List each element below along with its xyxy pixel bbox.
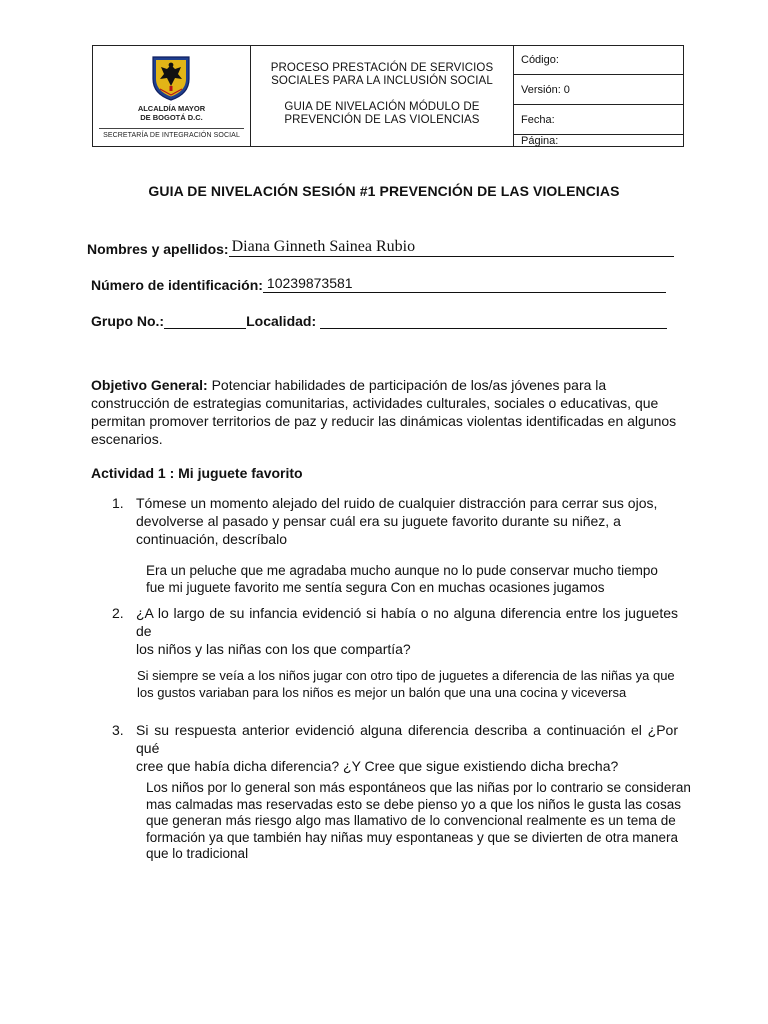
nombres-label: Nombres y apellidos: [87,241,229,257]
question-3 [112,721,678,775]
question-line: los niños y las niñas con los que compartía? [136,641,411,657]
question-line: continuación, descríbalo [136,531,287,547]
answer-1[interactable] [146,562,658,596]
answer-line: Si siempre se veía a los niños jugar con otro tipo de juguetes a diferencia de las niñas ya que [137,668,675,683]
process-line1: PROCESO PRESTACIÓN DE SERVICIOS [270,62,494,74]
objetivo-label: Objetivo General: [91,377,208,393]
document-title: GUIA DE NIVELACIÓN SESIÓN #1 PREVENCIÓN DE LAS VIOLENCIAS [148,183,620,199]
objetivo-line4: escenarios. [91,431,163,447]
pagina-label: Página: [521,135,559,147]
objetivo-line1: Potenciar habilidades de participación de los/as jóvenes para la [211,377,607,393]
question-number: 3. [112,722,124,738]
objetivo-line2: construcción de estrategias comunitarias, actividades culturales, sociales o educativas, que [91,395,659,411]
coat-of-arms-icon [150,55,192,101]
question-line: ¿A lo largo de su infancia evidenció si había o no alguna diferencia entre los juguetes de [136,605,678,639]
header-table [92,45,684,147]
logo-cell [93,46,251,146]
logo-name-line1: ALCALDÍA MAYOR [137,104,206,113]
nombres-field [87,238,674,257]
id-label: Número de identificación: [91,277,263,293]
actividad-heading: Actividad 1 : Mi juguete favorito [91,465,303,481]
question-1 [112,494,678,548]
question-line: Si su respuesta anterior evidenció alguna diferencia describa a continuación el ¿Por qué [136,722,678,756]
header-title-cell [251,46,514,146]
answer-3[interactable] [146,780,691,863]
header-meta-cell [514,46,683,146]
codigo-label: Código: [514,46,683,75]
answer-2[interactable] [137,667,675,701]
grupo-localidad-field [91,312,667,329]
answer-line: que generan más riesgo algo mas llamativo de lo convencional realmente es un tema de [146,813,676,828]
fecha-label: Fecha: [514,105,683,135]
localidad-label: Localidad: [246,313,317,329]
nombres-value[interactable]: Diana Ginneth Sainea Rubio [229,238,674,257]
id-field [91,275,666,293]
guide-line1: GUIA DE NIVELACIÓN MÓDULO DE [284,101,480,113]
question-line: cree que había dicha diferencia? ¿Y Cree que sigue existiendo dicha brecha? [136,758,619,774]
logo-divider [99,128,244,129]
id-value[interactable]: 10239873581 [263,275,666,293]
process-line2: SOCIALES PARA LA INCLUSIÓN SOCIAL [271,75,493,87]
question-number: 1. [112,495,124,511]
answer-line: fue mi juguete favorito me sentía segura Con en muchas ocasiones jugamos [146,580,605,595]
grupo-value[interactable] [164,312,246,329]
answer-line: mas calmadas mas reservadas esto se debe pienso yo a que los niños le gusta las cosas [146,796,682,812]
objetivo-line3: permitan promover territorios de paz y reducir las dinámicas violentas identificadas en algunos [91,413,677,429]
question-line: devolverse al pasado y pensar cuál era su juguete favorito durante su niñez, a [136,513,621,529]
question-line: Tómese un momento alejado del ruido de cualquier distracción para cerrar sus ojos, [136,495,658,511]
answer-line: formación ya que también hay niñas muy espontaneas y que se divierten de otra manera [146,829,679,845]
guide-line2: PREVENCIÓN DE LAS VIOLENCIAS [284,114,480,126]
answer-line: que lo tradicional [146,846,249,861]
answer-line: Los niños por lo general son más espontáneos que las niñas por lo contrario se consideran [146,780,691,795]
version-label: Versión: 0 [514,75,683,105]
logo-name-line2: DE BOGOTÁ D.C. [140,113,203,122]
answer-line: los gustos variaban para los niños es mejor un balón que una una cocina y viceversa [137,685,627,700]
grupo-label: Grupo No.: [91,313,165,329]
logo-secretaria: SECRETARÍA DE INTEGRACIÓN SOCIAL [103,132,240,139]
objetivo-general [91,376,678,448]
answer-line: Era un peluche que me agradaba mucho aunque no lo pude conservar mucho tiempo [146,563,658,578]
localidad-value[interactable] [320,312,667,329]
question-number: 2. [112,605,124,621]
question-2 [112,604,678,658]
